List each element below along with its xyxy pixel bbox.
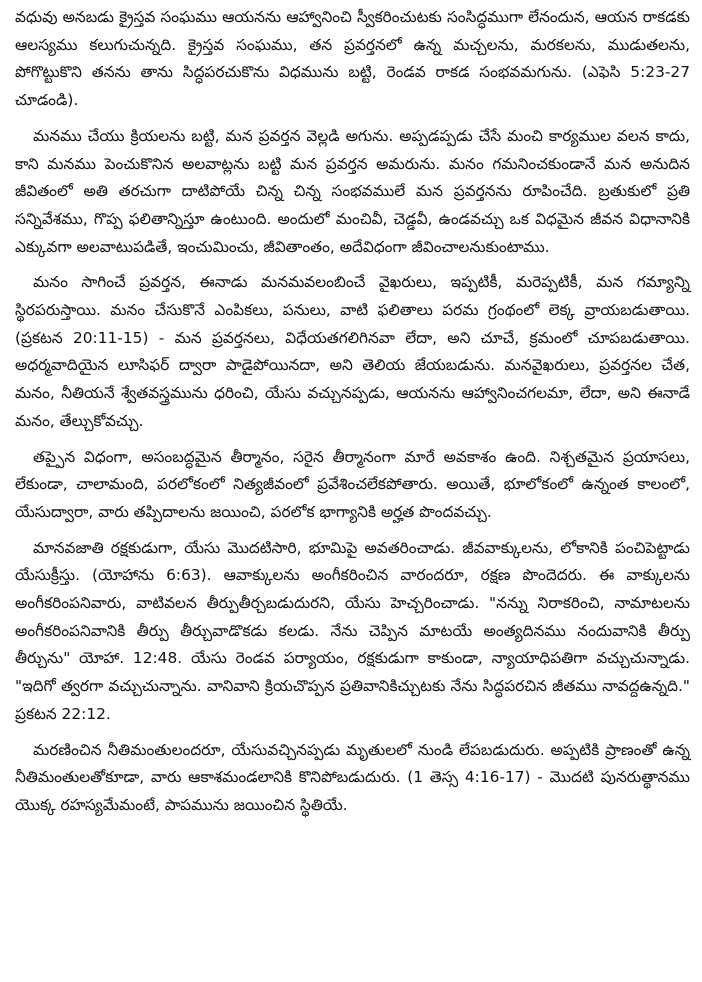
paragraph-wrong-decision: తప్పైన విధంగా, అసంబద్ధమైన తీర్మానం, సరైన తీర్మానంగా మారే అవకాశం ఉంది. నిశ్చతమైన ప్రయాసలు, లేకుండా, చాలామంది, పరలోకంలో నిత్యజీవంలో ప్రవేశించలేకపోతారు. అయితే, భూలోకంలో ఉన్నంత కాలంలో, యేసుద్వారా, వారు తప్పిదాలను జయించి, పరలోక భాగ్యానికి అర్హత పొందవచ్చు.: [15, 447, 690, 521]
paragraph-bride-church: వధువు అనబడు క్రైస్తవ సంఘము ఆయనను ఆహ్వానించి స్వీకరించుటకు సంసిద్ధముగా లేనందున, ఆయన రాకడకు ఆలస్యము కలుగుచున్నది. క్రైస్తవ సంఘము, తన ప్రవర్తనలో ఉన్న మచ్చలను, మరకలను, ముడుతలను, పోగొట్టుకొని తనను తాను సిద్ధపరచుకొను విధమును బట్టి, రెండవ రాకడ సంభవమగును. (ఎఫెసి 5:23-27 చూడండి).: [15, 8, 690, 110]
paragraph-deeds-character: మనము చేయు క్రియలను బట్టి, మన ప్రవర్తన వెల్లడి అగును. అప్పడప్పడు చేసే మంచి కార్యముల వలన కాదు, కాని మనము పెంచుకొనిన అలవాట్లను బట్టి మన ప్రవర్తన అమరును. మనం గమనించకుండానే మన అనుదిన జీవితంలో అతి తరచుగా దాటిపోయే చిన్న చిన్న సంభవములే మన ప్రవర్తనను రూపించేది. బ్రతుకులో ప్రతి సన్నివేశము, గొప్ప ఫలితాన్నిస్తూ ఉంటుంది. అందులో మంచివీ, చెడ్డవీ, ఉండవచ్చు ఒక విధమైన జీవన విధానానికి ఎక్కువగా అలవాటుపడితే, ఇంచుమించు, జీవితాంతం, అదేవిధంగా జీవించాలనుకుంటాము.: [15, 126, 690, 256]
paragraph-resurrection: మరణించిన నీతిమంతులందరూ, యేసువచ్చినప్పడు మృతులలో నుండి లేపబడుదురు. అప్పటికి ప్రాణంతో ఉన్న నీతిమంతులతోకూడా, వారు ఆకాశమండలానికి కొనిపోబడుదురు. (1 తెస్స 4:16-17) - మొదటి పునరుత్థానము యొక్క రహస్యమేమంటే, పాపమును జయించిన స్థితియే.: [15, 740, 690, 814]
paragraph-savior-judge: మానవజాతి రక్షకుడుగా, యేసు మొదటిసారి, భూమిపై అవతరించాడు. జీవవాక్కులను, లోకానికి పంచిపెట్టాడు యేసుక్రీస్తు. (యోహాను 6:63). ఆవాక్కులను అంగీకరించిన వారందరూ, రక్షణ పొందెదరు. ఈ వాక్కులను అంగీకరింపనివారు, వాటివలన తీర్పుతీర్చబడుదురని, యేసు హెచ్చరించాడు. "నన్ను నిరాకరించి, నామాటలను అంగీకరింపనివానికి తీర్పు తీర్చువాడొకడు కలడు. నేను చెప్పిన మాటయే అంత్యదినము నందువానికి తీర్పు తీర్చును" యోహా. 12:48. యేసు రెండవ పర్యాయం, రక్షకుడుగా కాకుండా, న్యాయాధిపతిగా వచ్చుచున్నాడు. "ఇదిగో త్వరగా వచ్చుచున్నాను. వానివాని క్రియచొప్పన ప్రతివానికిచ్చుటకు నేను సిద్ధపరచిన జీతము నావద్దఉన్నది." ప్రకటన 22:12.: [15, 538, 690, 723]
paragraph-conduct-destiny: మనం సాగించే ప్రవర్తన, ఈనాడు మనమవలంబించే వైఖరులు, ఇప్పటికీ, మరెప్పటికీ, మన గమ్యాన్ని స్థిరపరుస్తాయి. మనం చేసుకొనే ఎంపికలు, పనులు, వాటి ఫలితాలు పరమ గ్రంథంలో లెక్క వ్రాయబడుతాయి. (ప్రకటన 20:11-15) - మన ప్రవర్తనలు, విధేయతగలిగినవా లేదా, అని చూచే, క్రమంలో చూపబడుతాయి. అధర్మవాదియైన లూసిఫర్ ద్వారా పాడైపోయినదా, అని తెలియ జేయబడును. మనవైఖరులు, ప్రవర్తనల చేత, మనం, నీతియనే శ్వేతవస్త్రమును ధరించి, యేసు వచ్చునప్పడు, ఆయనను ఆహ్వానించగలమా, లేదా, అని ఈనాడే మనం, తేల్చుకోవచ్చు.: [15, 273, 690, 430]
